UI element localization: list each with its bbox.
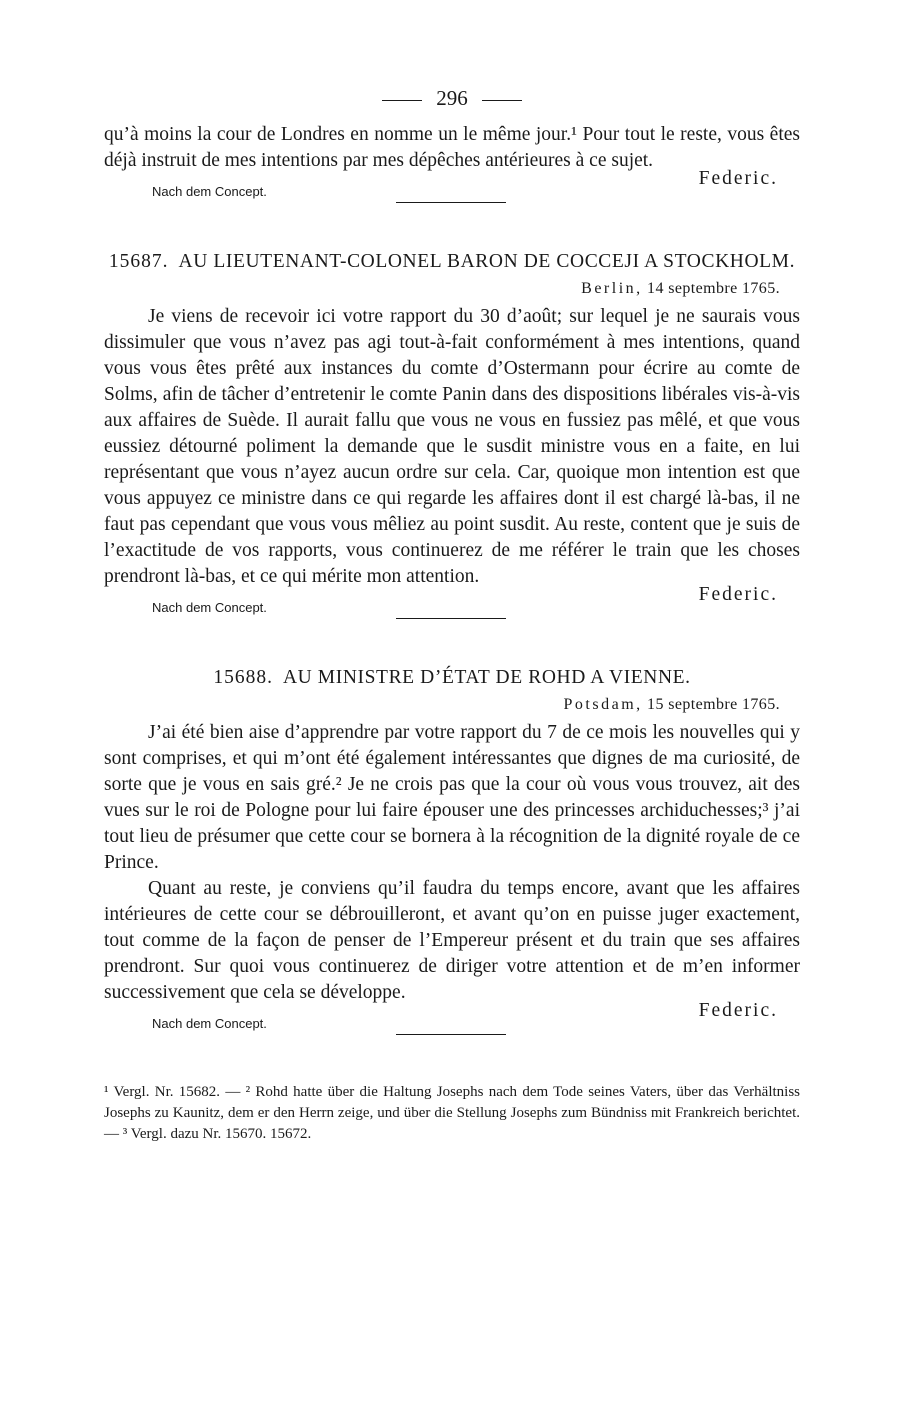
- letter-date: 15 septembre 1765.: [647, 696, 780, 713]
- page-number-dash-right: [482, 100, 522, 101]
- section-divider: [104, 620, 800, 630]
- divider-rule: [396, 1034, 506, 1035]
- letter-place: Potsdam,: [563, 696, 643, 713]
- letter-heading: [104, 666, 800, 690]
- letter-source-note: Nach dem Concept.: [152, 1016, 267, 1031]
- letter-paragraph: J’ai été bien aise d’apprendre par votre rapport du 7 de ce mois les nouvelles qui y sont comprises, et qui m’ont été également intéressantes que dignes de ma curiosité, de sorte que je vous en sais gré.² Je ne crois pas que la cour où vous vous trouvez, ait des vues sur le roi de Pologne pour lui faire épouser une des princesses archiduchesses;³ j’ai tout lieu de présumer que cette cour se bornera à la récognition de la dignité royale de ce Prince.: [104, 722, 800, 873]
- letter-place-date: [104, 694, 780, 716]
- letter-signature-row: [104, 584, 800, 620]
- letter-heading: [104, 250, 800, 274]
- page-number: 296: [436, 86, 468, 110]
- letter-paragraph: Je viens de recevoir ici votre rapport du 30 d’août; sur lequel je ne saurais vous dissimuler que vous n’avez pas agi tout-à-fait conformément à mes intentions, quand vous vous êtes prêté aux instances du comte d’Ostermann pour écrire au comte de Solms, afin de tâcher d’entretenir le comte Panin dans des dispositions libérales vis-à-vis aux affaires de Suède. Il aurait fallu que vous ne vous en fussiez pas mêlé, et que vous eussiez détourné poliment la demande que le susdit ministre vous en a faite, en lui représentant que vous n’ayez aucun ordre sur cela. Car, quoique mon intention est que vous appuyez ce ministre dans ce qui regarde les affaires dont il est chargé là-bas, il ne faut pas cependant que vous vous mêliez au point susdit. Au reste, content que je suis de l’exactitude de vos rapports, vous continuerez de me référer le train que les choses prendront là-bas, et ce qui mérite mon attention.: [104, 306, 800, 587]
- divider-rule: [396, 202, 506, 203]
- letter-paragraph: Quant au reste, je conviens qu’il faudra du temps encore, avant que les affaires intérieures de cette cour se débrouilleront, et avant qu’on en puisse juger exactement, tout comme de la façon de penser de l’Empereur présent et du train que ses affaires prendront. Sur quoi vous continuerez de diriger votre attention et de m’en informer successivement que cela se développe.: [104, 878, 800, 1003]
- continuation-signature: Federic.: [698, 168, 778, 189]
- letter-source-note: Nach dem Concept.: [152, 600, 267, 615]
- footnotes: ¹ Vergl. Nr. 15682. — ² Rohd hatte über die Haltung Josephs nach dem Tode seines Vaters, über das Verhältniss Josephs zu Kaunitz, dem er den Herrn zeige, und über die Stellung Josephs zum Bündniss mit Frankreich berichtet. — ³ Vergl. dazu Nr. 15670. 15672.: [104, 1084, 800, 1142]
- continuation-paragraph: qu’à moins la cour de Londres en nomme un le même jour.¹ Pour tout le reste, vous êtes déjà instruit de mes intentions par mes dépêches antérieures à ce sujet.: [104, 124, 800, 171]
- continuation-source-note: Nach dem Concept.: [152, 184, 267, 199]
- section-divider: [104, 204, 800, 214]
- letter-title: AU MINISTRE D’ÉTAT DE ROHD A VIENNE.: [282, 667, 691, 688]
- page-number-line: [104, 84, 800, 112]
- letter-date: 14 septembre 1765.: [647, 280, 780, 297]
- letter-number: 15687.: [108, 251, 169, 272]
- continuation-signature-row: [104, 168, 800, 204]
- letter-signature: Federic.: [698, 584, 778, 605]
- letter-title: AU LIEUTENANT-COLONEL BARON DE COCCEJI A STOCKHOLM.: [178, 251, 796, 272]
- letter-signature-row: [104, 1000, 800, 1036]
- section-divider: [104, 1036, 800, 1046]
- letter-number: 15688.: [213, 667, 273, 688]
- letter-place-date: [104, 278, 780, 300]
- letter-signature: Federic.: [698, 1000, 778, 1021]
- letter-place: Berlin,: [581, 280, 643, 297]
- page-number-dash-left: [382, 100, 422, 101]
- document-page: [104, 84, 800, 1160]
- divider-rule: [396, 618, 506, 619]
